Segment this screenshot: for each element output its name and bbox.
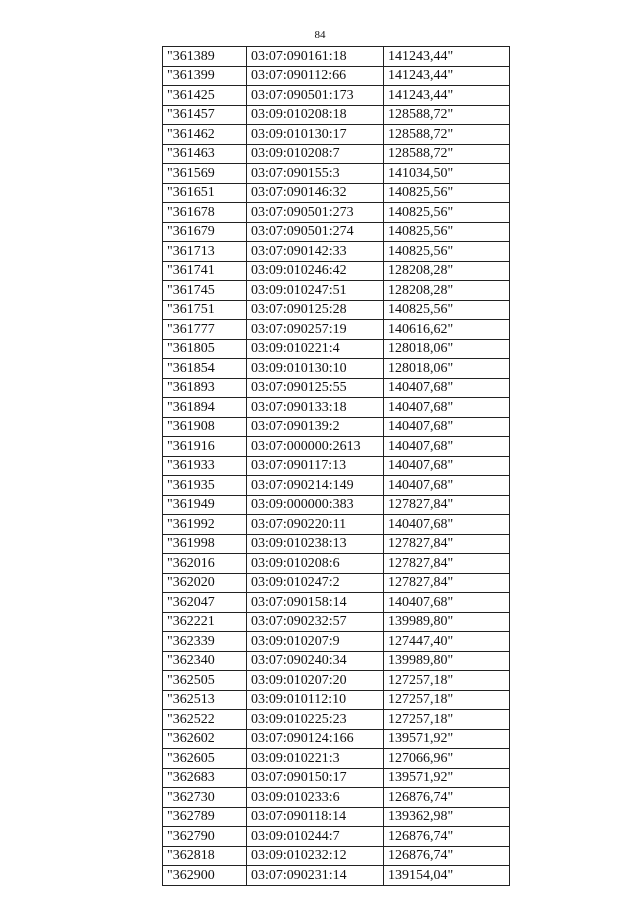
record-id-cell: "362789 [163, 807, 247, 827]
record-id-cell: "362730 [163, 788, 247, 808]
table-row [163, 866, 510, 886]
table-row [163, 86, 510, 106]
cadastral-number-cell: 03:07:000000:2613 [247, 437, 384, 457]
record-id-cell: "362020 [163, 573, 247, 593]
amount-cell: 139571,92" [384, 768, 510, 788]
amount-cell: 140407,68" [384, 593, 510, 613]
record-id-cell: "361745 [163, 281, 247, 301]
table-row [163, 456, 510, 476]
table-row [163, 593, 510, 613]
amount-cell: 139989,80" [384, 651, 510, 671]
table-row [163, 690, 510, 710]
amount-cell: 127447,40" [384, 632, 510, 652]
record-id-cell: "361893 [163, 378, 247, 398]
cadastral-number-cell: 03:09:010130:10 [247, 359, 384, 379]
cadastral-number-cell: 03:07:090112:66 [247, 66, 384, 86]
record-id-cell: "362522 [163, 710, 247, 730]
record-id-cell: "361399 [163, 66, 247, 86]
cadastral-number-cell: 03:07:090124:166 [247, 729, 384, 749]
cadastral-number-cell: 03:09:010221:3 [247, 749, 384, 769]
amount-cell: 127827,84" [384, 495, 510, 515]
record-id-cell: "361463 [163, 144, 247, 164]
cadastral-number-cell: 03:07:090133:18 [247, 398, 384, 418]
cadastral-number-cell: 03:07:090501:273 [247, 203, 384, 223]
cadastral-number-cell: 03:09:010130:17 [247, 125, 384, 145]
amount-cell: 127257,18" [384, 671, 510, 691]
cadastral-number-cell: 03:07:090125:28 [247, 300, 384, 320]
record-id-cell: "362790 [163, 827, 247, 847]
cadastral-number-cell: 03:07:090232:57 [247, 612, 384, 632]
cadastral-number-cell: 03:07:090231:14 [247, 866, 384, 886]
table-row [163, 846, 510, 866]
table-row [163, 47, 510, 67]
amount-cell: 128588,72" [384, 125, 510, 145]
cadastral-number-cell: 03:09:010247:51 [247, 281, 384, 301]
table-row [163, 125, 510, 145]
amount-cell: 140407,68" [384, 378, 510, 398]
record-id-cell: "361457 [163, 105, 247, 125]
table-row [163, 788, 510, 808]
record-id-cell: "361935 [163, 476, 247, 496]
cadastral-number-cell: 03:07:090118:14 [247, 807, 384, 827]
table-row [163, 476, 510, 496]
cadastral-number-cell: 03:07:090220:11 [247, 515, 384, 535]
cadastral-number-cell: 03:09:010244:7 [247, 827, 384, 847]
amount-cell: 140407,68" [384, 515, 510, 535]
table-body [163, 47, 510, 886]
cadastral-number-cell: 03:07:090501:274 [247, 222, 384, 242]
record-id-cell: "361651 [163, 183, 247, 203]
amount-cell: 140407,68" [384, 456, 510, 476]
record-id-cell: "362513 [163, 690, 247, 710]
record-id-cell: "362505 [163, 671, 247, 691]
record-id-cell: "361854 [163, 359, 247, 379]
cadastral-number-cell: 03:07:090501:173 [247, 86, 384, 106]
record-id-cell: "362605 [163, 749, 247, 769]
data-table [162, 46, 510, 886]
cadastral-number-cell: 03:09:010221:4 [247, 339, 384, 359]
cadastral-number-cell: 03:09:010112:10 [247, 690, 384, 710]
record-id-cell: "361908 [163, 417, 247, 437]
record-id-cell: "361998 [163, 534, 247, 554]
amount-cell: 141034,50" [384, 164, 510, 184]
table-row [163, 300, 510, 320]
table-row [163, 632, 510, 652]
cadastral-number-cell: 03:07:090117:13 [247, 456, 384, 476]
amount-cell: 128018,06" [384, 339, 510, 359]
amount-cell: 141243,44" [384, 66, 510, 86]
record-id-cell: "361933 [163, 456, 247, 476]
amount-cell: 139571,92" [384, 729, 510, 749]
amount-cell: 140825,56" [384, 183, 510, 203]
record-id-cell: "361949 [163, 495, 247, 515]
cadastral-number-cell: 03:09:010207:9 [247, 632, 384, 652]
table-row [163, 417, 510, 437]
cadastral-number-cell: 03:09:010238:13 [247, 534, 384, 554]
amount-cell: 127827,84" [384, 554, 510, 574]
table-row [163, 807, 510, 827]
table-row [163, 378, 510, 398]
record-id-cell: "361462 [163, 125, 247, 145]
record-id-cell: "362016 [163, 554, 247, 574]
amount-cell: 140407,68" [384, 437, 510, 457]
table-row [163, 515, 510, 535]
record-id-cell: "361777 [163, 320, 247, 340]
table-row [163, 203, 510, 223]
cadastral-number-cell: 03:09:010232:12 [247, 846, 384, 866]
record-id-cell: "362339 [163, 632, 247, 652]
table-row [163, 554, 510, 574]
amount-cell: 140616,62" [384, 320, 510, 340]
cadastral-number-cell: 03:07:090257:19 [247, 320, 384, 340]
table-row [163, 534, 510, 554]
record-id-cell: "361894 [163, 398, 247, 418]
amount-cell: 127066,96" [384, 749, 510, 769]
table-row [163, 242, 510, 262]
cadastral-number-cell: 03:07:090146:32 [247, 183, 384, 203]
cadastral-number-cell: 03:09:010208:18 [247, 105, 384, 125]
amount-cell: 140825,56" [384, 222, 510, 242]
record-id-cell: "361569 [163, 164, 247, 184]
record-id-cell: "362683 [163, 768, 247, 788]
amount-cell: 140407,68" [384, 417, 510, 437]
record-id-cell: "361805 [163, 339, 247, 359]
cadastral-number-cell: 03:07:090240:34 [247, 651, 384, 671]
table-row [163, 573, 510, 593]
cadastral-number-cell: 03:09:010225:23 [247, 710, 384, 730]
table-row [163, 144, 510, 164]
amount-cell: 127827,84" [384, 573, 510, 593]
amount-cell: 139989,80" [384, 612, 510, 632]
table-row [163, 827, 510, 847]
cadastral-number-cell: 03:09:010207:20 [247, 671, 384, 691]
record-id-cell: "361679 [163, 222, 247, 242]
table-row [163, 729, 510, 749]
amount-cell: 127827,84" [384, 534, 510, 554]
table-row [163, 261, 510, 281]
record-id-cell: "361741 [163, 261, 247, 281]
cadastral-number-cell: 03:07:090142:33 [247, 242, 384, 262]
cadastral-number-cell: 03:07:090161:18 [247, 47, 384, 67]
amount-cell: 128208,28" [384, 281, 510, 301]
table-row [163, 710, 510, 730]
cadastral-number-cell: 03:07:090150:17 [247, 768, 384, 788]
cadastral-number-cell: 03:09:010208:7 [247, 144, 384, 164]
table-row [163, 437, 510, 457]
amount-cell: 128018,06" [384, 359, 510, 379]
record-id-cell: "362047 [163, 593, 247, 613]
table-row [163, 651, 510, 671]
record-id-cell: "361678 [163, 203, 247, 223]
cadastral-number-cell: 03:07:090155:3 [247, 164, 384, 184]
record-id-cell: "361916 [163, 437, 247, 457]
amount-cell: 126876,74" [384, 846, 510, 866]
amount-cell: 140407,68" [384, 476, 510, 496]
table-row [163, 359, 510, 379]
amount-cell: 128208,28" [384, 261, 510, 281]
record-id-cell: "361389 [163, 47, 247, 67]
cadastral-number-cell: 03:09:010208:6 [247, 554, 384, 574]
record-id-cell: "362900 [163, 866, 247, 886]
record-id-cell: "361713 [163, 242, 247, 262]
record-id-cell: "362818 [163, 846, 247, 866]
page-number: 84 [314, 29, 326, 41]
table-row [163, 339, 510, 359]
record-id-cell: "361751 [163, 300, 247, 320]
table-row [163, 105, 510, 125]
record-id-cell: "362340 [163, 651, 247, 671]
table-row [163, 164, 510, 184]
record-id-cell: "361425 [163, 86, 247, 106]
amount-cell: 128588,72" [384, 144, 510, 164]
cadastral-number-cell: 03:09:010246:42 [247, 261, 384, 281]
amount-cell: 126876,74" [384, 827, 510, 847]
table-row [163, 66, 510, 86]
table-row [163, 612, 510, 632]
cadastral-number-cell: 03:07:090139:2 [247, 417, 384, 437]
record-id-cell: "361992 [163, 515, 247, 535]
amount-cell: 139154,04" [384, 866, 510, 886]
amount-cell: 139362,98" [384, 807, 510, 827]
table-row [163, 749, 510, 769]
amount-cell: 126876,74" [384, 788, 510, 808]
cadastral-number-cell: 03:09:010233:6 [247, 788, 384, 808]
cadastral-number-cell: 03:07:090214:149 [247, 476, 384, 496]
table-row [163, 768, 510, 788]
table-row [163, 398, 510, 418]
cadastral-number-cell: 03:09:010247:2 [247, 573, 384, 593]
amount-cell: 140825,56" [384, 203, 510, 223]
table-row [163, 222, 510, 242]
amount-cell: 127257,18" [384, 690, 510, 710]
table-row [163, 183, 510, 203]
table-row [163, 671, 510, 691]
amount-cell: 140407,68" [384, 398, 510, 418]
cadastral-number-cell: 03:07:090125:55 [247, 378, 384, 398]
table-row [163, 495, 510, 515]
table-row [163, 281, 510, 301]
amount-cell: 141243,44" [384, 86, 510, 106]
record-id-cell: "362221 [163, 612, 247, 632]
amount-cell: 140825,56" [384, 300, 510, 320]
amount-cell: 140825,56" [384, 242, 510, 262]
record-id-cell: "362602 [163, 729, 247, 749]
table-row [163, 320, 510, 340]
amount-cell: 128588,72" [384, 105, 510, 125]
amount-cell: 141243,44" [384, 47, 510, 67]
cadastral-number-cell: 03:09:000000:383 [247, 495, 384, 515]
amount-cell: 127257,18" [384, 710, 510, 730]
cadastral-number-cell: 03:07:090158:14 [247, 593, 384, 613]
